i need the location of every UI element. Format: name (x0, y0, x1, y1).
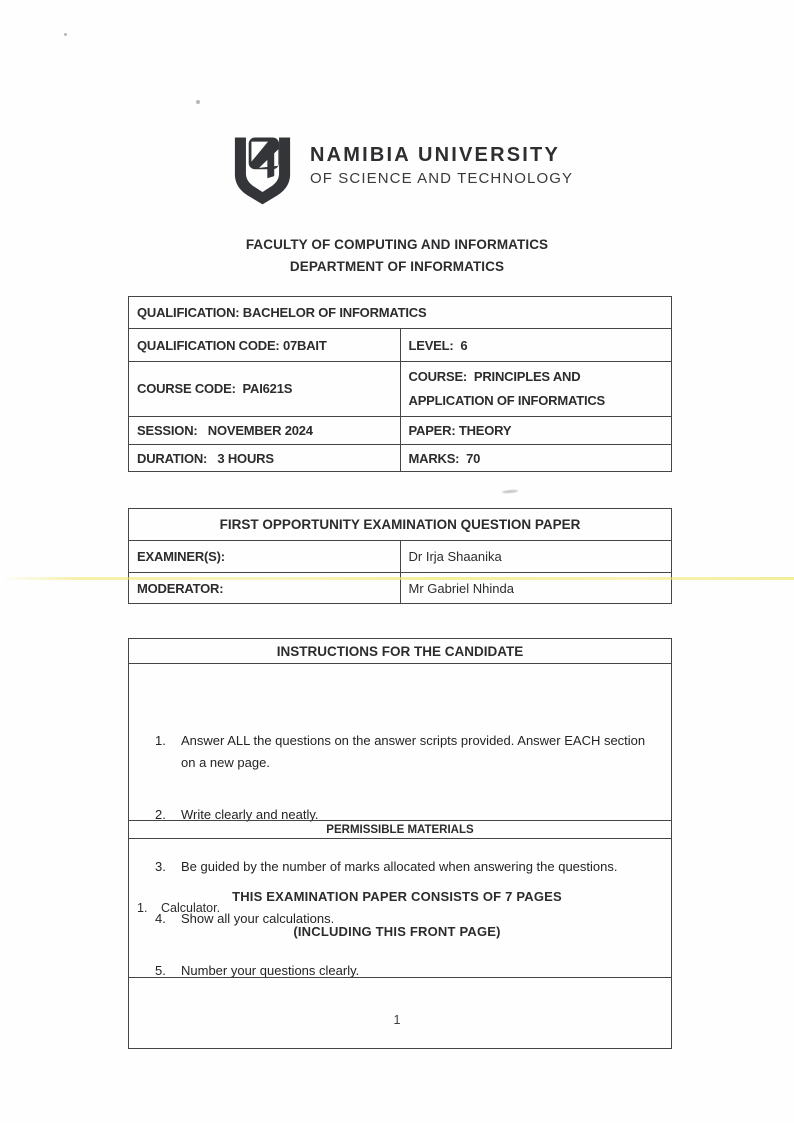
logo-line2: OF SCIENCE AND TECHNOLOGY (310, 170, 574, 187)
instruction-item: Be guided by the number of marks allocated when answering the questions. (181, 859, 618, 874)
university-logo (228, 136, 573, 208)
qualification-code-cell: QUALIFICATION CODE: 07BAIT (129, 329, 401, 362)
moderator-name-cell: Mr Gabriel Nhinda (400, 573, 672, 604)
paper-cell: PAPER: THEORY (400, 417, 672, 445)
course-code-cell: COURSE CODE: PAI621S (129, 362, 401, 417)
faculty-heading: FACULTY OF COMPUTING AND INFORMATICS (245, 237, 549, 252)
instructions-title-cell: INSTRUCTIONS FOR THE CANDIDATE (129, 639, 672, 664)
front-page-statement: (INCLUDING THIS FRONT PAGE) (293, 924, 501, 939)
course-cell: COURSE: PRINCIPLES AND APPLICATION OF INFORMATICS (400, 362, 672, 417)
level-cell: LEVEL: 6 (400, 329, 672, 362)
moderator-label-cell: MODERATOR: (129, 573, 401, 604)
exam-paper-table (128, 508, 672, 604)
instruction-item: Number your questions clearly. (181, 963, 360, 978)
instruction-item: Answer ALL the questions on the answer scripts provided. Answer EACH section on a new page. (181, 733, 649, 770)
session-cell: SESSION: NOVEMBER 2024 (129, 417, 401, 445)
materials-body-cell (129, 839, 672, 978)
exam-title-cell: FIRST OPPORTUNITY EXAMINATION QUESTION PAPER (129, 509, 672, 541)
course-info-table (128, 296, 672, 472)
logo-line1: NAMIBIA UNIVERSITY (310, 144, 560, 166)
material-item: Calculator. (161, 901, 221, 915)
scan-smudge (502, 489, 518, 493)
examiner-name-cell: Dr Irja Shaanika (400, 541, 672, 573)
scan-speck (64, 33, 67, 36)
examiner-label-cell: EXAMINER(S): (129, 541, 401, 573)
instruction-item: Write clearly and neatly. (181, 807, 319, 822)
page-number: 1 (393, 1013, 401, 1027)
qualification-cell: QUALIFICATION: BACHELOR OF INFORMATICS (129, 297, 672, 329)
nust-shield-icon (228, 136, 297, 208)
marks-cell: MARKS: 70 (400, 445, 672, 472)
materials-title-cell: PERMISSIBLE MATERIALS (129, 821, 672, 839)
logo-text (310, 144, 573, 187)
scan-speck (196, 100, 200, 104)
department-heading: DEPARTMENT OF INFORMATICS (289, 259, 505, 274)
instruction-item: Show all your calculations. (181, 911, 335, 926)
page-count-statement: THIS EXAMINATION PAPER CONSISTS OF 7 PAGES (232, 889, 562, 904)
duration-cell: DURATION: 3 HOURS (129, 445, 401, 472)
